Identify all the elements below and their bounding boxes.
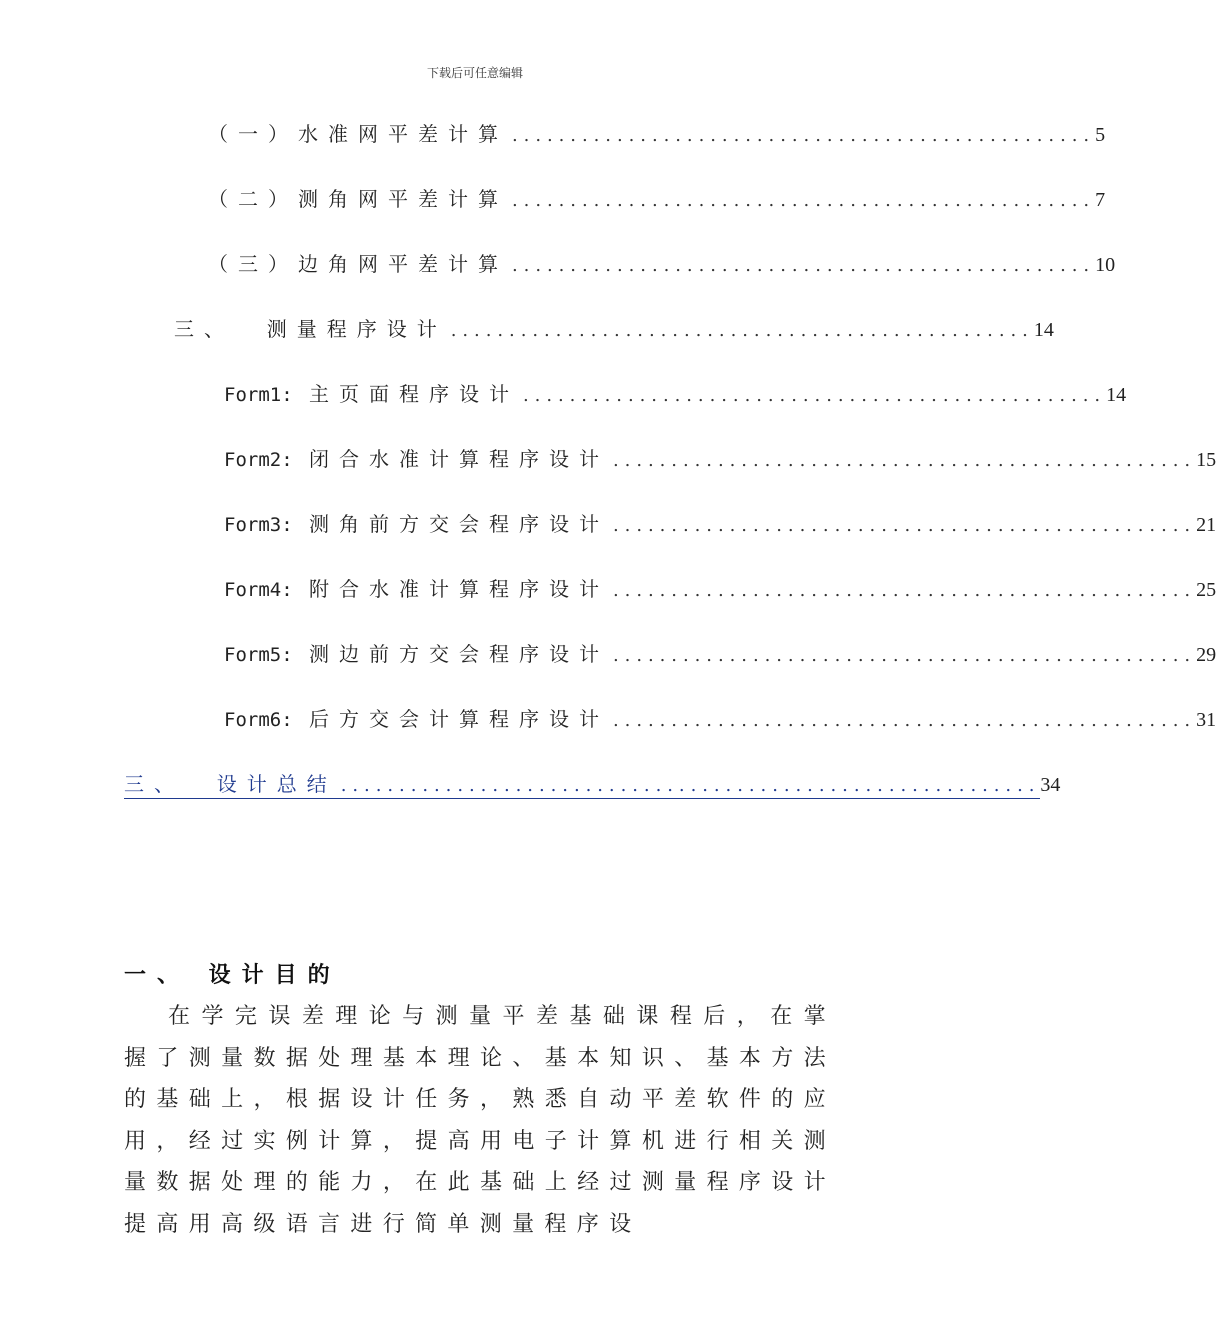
toc-leader-dots: .................................................. — [523, 385, 1107, 406]
toc-leader-dots: .................................................. — [512, 190, 1096, 211]
toc-entry[interactable] — [224, 573, 1216, 605]
toc-entry-prefix: Form1: — [224, 384, 293, 406]
toc-entry-label — [224, 508, 609, 541]
toc-page-number: 25 — [1196, 579, 1216, 601]
toc-leader-dots: .................................................. — [613, 450, 1197, 471]
toc-entry-label: （三）边角网平差计算 — [208, 252, 508, 276]
toc-hyperlink[interactable] — [124, 768, 1040, 799]
toc-entry-prefix: Form6: — [224, 709, 293, 731]
toc-entry-label — [224, 378, 519, 411]
toc-entry[interactable] — [208, 118, 1106, 150]
toc-page-number: 5 — [1095, 124, 1106, 146]
toc-entry-prefix: Form4: — [224, 579, 293, 601]
toc-leader-dots: .................................................. — [450, 320, 1034, 341]
toc-page-number: 31 — [1196, 709, 1216, 731]
toc-entry-title: 闭合水准计算程序设计 — [309, 447, 609, 471]
toc-entry-label — [224, 638, 609, 671]
toc-entry-label — [224, 443, 609, 476]
toc-entry-label: （一）水准网平差计算 — [208, 122, 508, 146]
toc-entry-label: （二）测角网平差计算 — [208, 187, 508, 211]
toc-entry-prefix: Form2: — [224, 449, 293, 471]
toc-entry[interactable] — [208, 183, 1106, 215]
toc-page-number: 7 — [1095, 189, 1106, 211]
toc-entry[interactable] — [174, 313, 1054, 345]
toc-leader-dots: .................................................. — [613, 710, 1197, 731]
toc-leader-dots: .................................................. — [613, 580, 1197, 601]
toc-page-number: 14 — [1033, 319, 1054, 341]
toc-entry-label — [224, 573, 609, 606]
toc-entry[interactable] — [224, 443, 1216, 475]
toc-entry[interactable] — [224, 378, 1127, 410]
toc-entry-title: 测角前方交会程序设计 — [309, 512, 609, 536]
toc-entry-title: 测边前方交会程序设计 — [309, 642, 609, 666]
toc-leader-dots: .................................................. — [613, 515, 1197, 536]
toc-page-number: 29 — [1196, 644, 1216, 666]
toc-entry[interactable] — [208, 248, 1116, 280]
toc-entry[interactable] — [224, 508, 1216, 540]
toc-leader-dots: .................................................. — [512, 255, 1096, 276]
toc-page-number: 10 — [1095, 254, 1116, 276]
toc-entry-title: 后方交会计算程序设计 — [309, 707, 609, 731]
toc-entry[interactable] — [224, 703, 1216, 735]
toc-page-number: 34 — [1040, 774, 1061, 796]
toc-entry-prefix: Form5: — [224, 644, 293, 666]
toc-entry-label — [224, 703, 609, 736]
toc-leader-dots: .................................................. — [512, 125, 1096, 146]
toc-entry-title: 主页面程序设计 — [309, 382, 519, 406]
toc-page-number: 21 — [1196, 514, 1216, 536]
toc-entry-title: 附合水准计算程序设计 — [309, 577, 609, 601]
toc-entry-link[interactable] — [124, 768, 1061, 800]
toc-leader-dots: ............................................................ — [340, 775, 1041, 796]
toc-leader-dots: .................................................. — [613, 645, 1197, 666]
toc-page-number: 14 — [1106, 384, 1127, 406]
section-heading: 一、 设计目的 — [124, 963, 341, 988]
toc-entry-prefix: Form3: — [224, 514, 293, 536]
page-header: 下载后可任意编辑 — [426, 66, 523, 80]
toc-entry-label: 三、 测量程序设计 — [174, 317, 447, 341]
toc-entry-label: 三、 设计总结 — [124, 772, 337, 796]
toc-page-number: 15 — [1196, 449, 1216, 471]
toc-entry[interactable] — [224, 638, 1216, 670]
body-paragraph: 在学完误差理论与测量平差基础课程后，在掌握了测量数据处理基本理论、基本知识、基本方法的基础上，根据设计任务，熟悉自动平差软件的应用，经过实例计算，提高用电子计算机进行相关测量数据处理的能力，在此基础上经过测量程序设计提高用高级语言进行简单测量程序设 — [124, 1004, 836, 1237]
